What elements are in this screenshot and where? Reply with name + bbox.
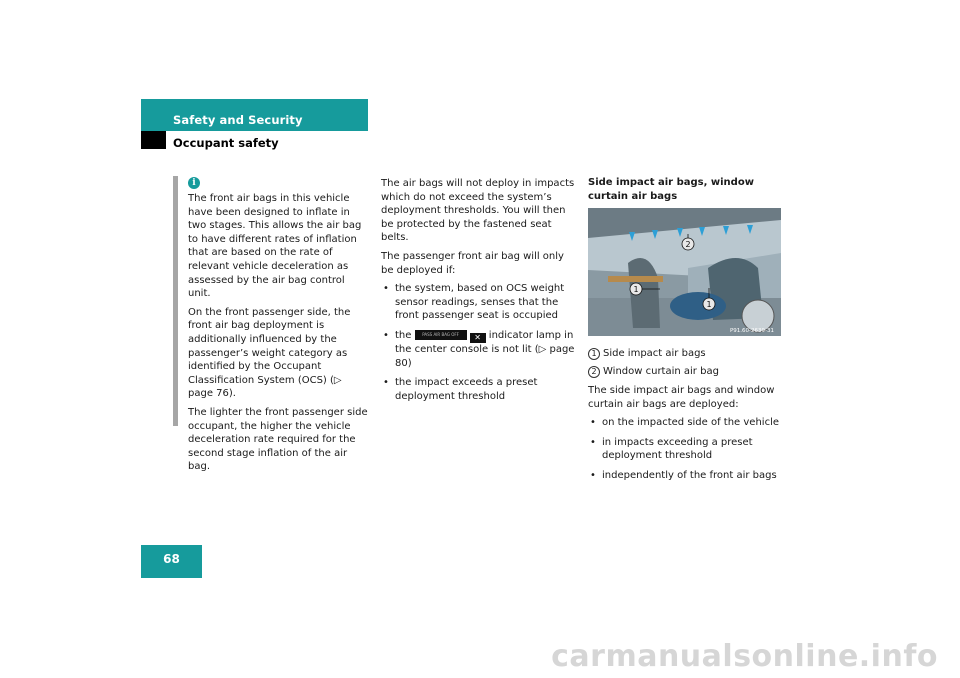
list-item [381, 329, 576, 370]
legend-item-2 [588, 365, 783, 379]
note-paragraph: The front air bags in this vehicle have been designed to inflate in two stages. This allows the air bag to have different rates of inflation that are based on the rate of relevant vehicle deceleration as assessed by the air bag control unit. [188, 193, 362, 300]
list-item-prefix: the [395, 329, 412, 341]
note-paragraph: On the front passenger side, the front air bag deployment is additionally influenced by the passenger’s weight category as identified by the Occupant Classification System (OCS) (▷ page 76). [188, 306, 351, 400]
callout-number: 1 [588, 348, 600, 360]
section-title: Safety and Security [173, 113, 303, 127]
legend-label: Side impact air bags [603, 347, 706, 359]
deploy-conditions-list [381, 282, 576, 403]
list-item: • independently of the front air bags [588, 469, 783, 483]
side-airbags-heading: Side impact air bags, window curtain air bags [588, 177, 754, 202]
svg-text:1: 1 [706, 300, 712, 310]
pass-air-bag-off-indicator: PASS AIR BAG OFF [415, 330, 467, 340]
subsection-tab-marker [141, 131, 166, 149]
airbag-off-symbol-icon: ✕ [470, 333, 486, 343]
info-note [188, 177, 368, 479]
list-item: • the impact exceeds a preset deployment threshold [381, 376, 576, 403]
list-item: • the system, based on OCS weight sensor readings, senses that the front passenger seat is occupied [381, 282, 576, 323]
figure-code: P91.60-2639-31 [729, 328, 774, 335]
note-side-bar [173, 176, 178, 426]
info-icon: i [188, 177, 200, 189]
column-side-airbags [588, 176, 783, 489]
legend-label: Window curtain air bag [603, 366, 719, 378]
note-paragraph: The lighter the front passenger side occupant, the higher the vehicle deceleration rate required for the second stage inflation of the air bag. [188, 406, 368, 473]
svg-text:2: 2 [685, 240, 691, 250]
passenger-deploy-intro: The passenger front air bag will only be deployed if: [381, 250, 564, 276]
side-airbags-deploy-intro: The side impact air bags and window curtain air bags are deployed: [588, 384, 775, 410]
vehicle-interior-airbag-figure [588, 208, 781, 336]
subsection-title: Occupant safety [173, 136, 279, 150]
side-airbags-deploy-list [588, 416, 783, 482]
list-item: • in impacts exceeding a preset deployment threshold [588, 436, 783, 463]
watermark-text: carmanualsonline.info [551, 639, 938, 674]
legend-item-1 [588, 347, 783, 361]
callout-number: 2 [588, 366, 600, 378]
deploy-threshold-paragraph: The air bags will not deploy in impacts which do not exceed the system’s deployment thresholds. You will then be protected by the fastened seat belts. [381, 178, 575, 244]
list-item-suffix: indicator lamp in the center console is not lit (▷ page 80) [395, 329, 575, 369]
list-item: • on the impacted side of the vehicle [588, 416, 783, 430]
svg-text:1: 1 [633, 285, 639, 295]
page-number: 68 [141, 545, 202, 578]
column-deployment-conditions [381, 177, 576, 409]
watermark [0, 639, 960, 674]
